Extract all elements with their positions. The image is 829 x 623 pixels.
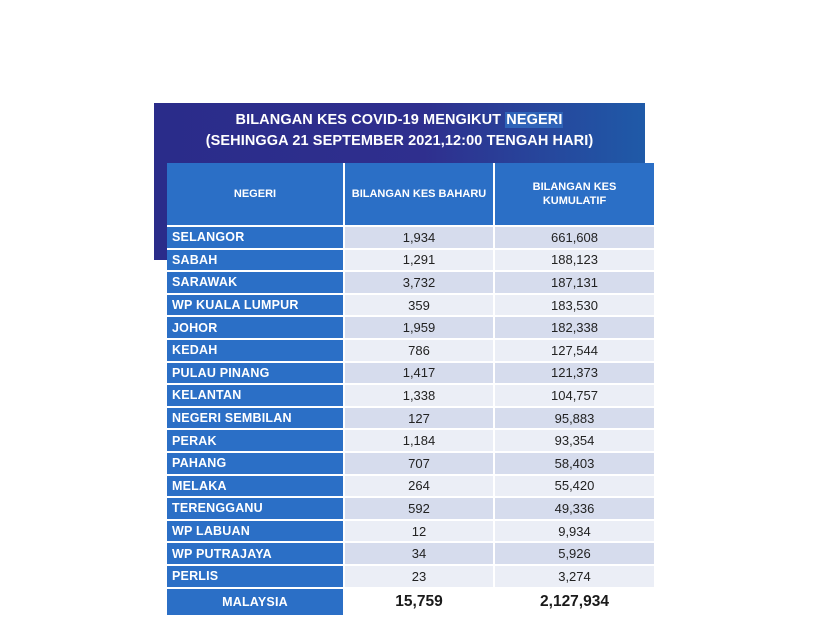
total-label: MALAYSIA — [167, 588, 344, 615]
title-line-1 — [154, 110, 645, 131]
row-cumulative: 183,530 — [494, 294, 654, 317]
table-row — [167, 429, 654, 452]
table-row — [167, 384, 654, 407]
table-body — [167, 226, 654, 588]
row-cumulative: 121,373 — [494, 362, 654, 385]
title-line-1-text: BILANGAN KES COVID-19 MENGIKUT — [235, 112, 506, 128]
row-new-cases: 707 — [344, 452, 494, 475]
header-cumulative: BILANGAN KES KUMULATIF — [494, 163, 654, 226]
table-row — [167, 520, 654, 543]
row-new-cases: 1,934 — [344, 226, 494, 249]
row-cumulative: 55,420 — [494, 475, 654, 498]
table-row — [167, 271, 654, 294]
row-cumulative: 104,757 — [494, 384, 654, 407]
row-new-cases: 127 — [344, 407, 494, 430]
row-state: SARAWAK — [167, 271, 344, 294]
table-row — [167, 407, 654, 430]
row-state: JOHOR — [167, 316, 344, 339]
row-state: KEDAH — [167, 339, 344, 362]
row-state: PERLIS — [167, 565, 344, 588]
row-new-cases: 12 — [344, 520, 494, 543]
row-new-cases: 264 — [344, 475, 494, 498]
row-cumulative: 58,403 — [494, 452, 654, 475]
row-state: WP KUALA LUMPUR — [167, 294, 344, 317]
table-row — [167, 339, 654, 362]
table-row — [167, 565, 654, 588]
title-line-2: (SEHINGGA 21 SEPTEMBER 2021,12:00 TENGAH HARI) — [205, 133, 594, 149]
row-cumulative: 127,544 — [494, 339, 654, 362]
row-new-cases: 3,732 — [344, 271, 494, 294]
row-cumulative: 49,336 — [494, 497, 654, 520]
row-cumulative: 95,883 — [494, 407, 654, 430]
table-row — [167, 294, 654, 317]
row-cumulative: 3,274 — [494, 565, 654, 588]
row-state: PERAK — [167, 429, 344, 452]
header-new-cases: BILANGAN KES BAHARU — [344, 163, 494, 226]
row-state: PULAU PINANG — [167, 362, 344, 385]
header-state: NEGERI — [167, 163, 344, 226]
row-state: PAHANG — [167, 452, 344, 475]
row-new-cases: 1,184 — [344, 429, 494, 452]
table-header-row — [167, 163, 654, 226]
table-row — [167, 316, 654, 339]
table-row — [167, 249, 654, 272]
row-new-cases: 34 — [344, 542, 494, 565]
row-new-cases: 1,338 — [344, 384, 494, 407]
row-state: TERENGGANU — [167, 497, 344, 520]
row-state: SABAH — [167, 249, 344, 272]
row-new-cases: 592 — [344, 497, 494, 520]
row-cumulative: 188,123 — [494, 249, 654, 272]
table-row — [167, 542, 654, 565]
row-new-cases: 786 — [344, 339, 494, 362]
total-cumulative: 2,127,934 — [494, 588, 654, 615]
row-new-cases: 1,417 — [344, 362, 494, 385]
row-state: SELANGOR — [167, 226, 344, 249]
table-row — [167, 226, 654, 249]
covid-cases-table — [167, 163, 654, 615]
row-cumulative: 9,934 — [494, 520, 654, 543]
row-state: WP LABUAN — [167, 520, 344, 543]
row-cumulative: 661,608 — [494, 226, 654, 249]
row-new-cases: 1,959 — [344, 316, 494, 339]
row-state: WP PUTRAJAYA — [167, 542, 344, 565]
table-row — [167, 452, 654, 475]
row-cumulative: 93,354 — [494, 429, 654, 452]
table-row — [167, 497, 654, 520]
total-new-cases: 15,759 — [344, 588, 494, 615]
row-new-cases: 359 — [344, 294, 494, 317]
row-cumulative: 5,926 — [494, 542, 654, 565]
title-highlight: NEGERI — [506, 112, 563, 128]
row-new-cases: 23 — [344, 565, 494, 588]
page-title — [154, 110, 645, 152]
row-state: MELAKA — [167, 475, 344, 498]
row-cumulative: 187,131 — [494, 271, 654, 294]
table-row — [167, 475, 654, 498]
row-state: KELANTAN — [167, 384, 344, 407]
row-state: NEGERI SEMBILAN — [167, 407, 344, 430]
row-new-cases: 1,291 — [344, 249, 494, 272]
table-row — [167, 362, 654, 385]
total-row — [167, 588, 654, 615]
row-cumulative: 182,338 — [494, 316, 654, 339]
